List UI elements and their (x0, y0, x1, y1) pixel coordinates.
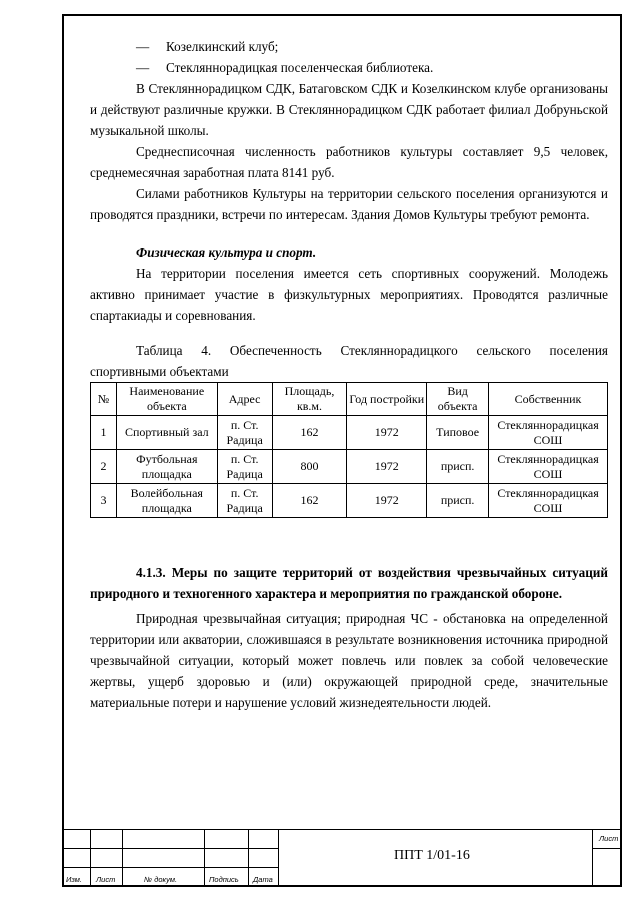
table-header-cell: Год постройки (347, 383, 427, 416)
stamp-label-doc-number: № докум. (144, 875, 178, 884)
table-cell: 800 (272, 450, 347, 484)
table-cell: 2 (91, 450, 117, 484)
paragraph-clubs: В Стекляннорадицком СДК, Батаговском СДК и Козелкинском клубе организованы и действуют различные кружки. В Стекляннорадицком СДК работает филиал Добруньской музыкальной школы. (90, 81, 608, 138)
sport-heading: Физическая культура и спорт. (136, 245, 317, 260)
title-block (62, 829, 622, 887)
stamp-line (62, 848, 278, 849)
table-row (91, 484, 608, 518)
list-item (90, 57, 608, 78)
table-cell: Типовое (427, 416, 489, 450)
stamp-label-sheet-number: Лист (599, 834, 619, 843)
table-cell: 1972 (347, 450, 427, 484)
paragraph-staff: Среднесписочная численность работников культуры составляет 9,5 человек, среднемесячная заработная плата 8141 руб. (90, 144, 608, 180)
table-cell: п. Ст. Радица (217, 416, 272, 450)
stamp-label-sheet: Лист (96, 875, 116, 884)
table-header-cell: Адрес (217, 383, 272, 416)
stamp-line (122, 829, 123, 887)
paragraph-sport: На территории поселения имеется сеть спортивных сооружений. Молодежь активно принимает участие в физкультурных мероприятиях. Проводятся различные спартакиады и соревнования. (90, 266, 608, 323)
table-header-cell: Наименование объекта (116, 383, 217, 416)
list-item-text: Козелкинский клуб; (166, 39, 279, 54)
table-cell: 3 (91, 484, 117, 518)
table-cell: 162 (272, 416, 347, 450)
table-header-cell: Вид объекта (427, 383, 489, 416)
stamp-line (248, 829, 249, 887)
table-cell: присп. (427, 450, 489, 484)
table-cell: Стекляннорадицкая СОШ (489, 484, 608, 518)
table-cell: 1972 (347, 484, 427, 518)
section-title: 4.1.3. Меры по защите территорий от воздействия чрезвычайных ситуаций природного и техногенного характера и мероприятия по гражданской обороне. (90, 565, 608, 601)
list-item (90, 36, 608, 57)
table-cell: 162 (272, 484, 347, 518)
document-body (90, 36, 608, 713)
list-item-text: Стекляннорадицкая поселенческая библиотека. (166, 60, 434, 75)
table-cell: присп. (427, 484, 489, 518)
table-header-cell: Площадь, кв.м. (272, 383, 347, 416)
table-cell: Стекляннорадицкая СОШ (489, 450, 608, 484)
stamp-line (62, 829, 622, 830)
paragraph-emergency: Природная чрезвычайная ситуация; природная ЧС - обстановка на определенной территории или акватории, сложившаяся в результате возникновения источника природной чрезвычайной ситуации, который может повлечь или повлек за собой человеческие жертвы, ущерб здоровью и (или) окружающей природной среде, значительные материальные потери и нарушение условий жизнедеятельности людей. (90, 611, 608, 710)
list-dash: — (136, 39, 150, 54)
stamp-line (204, 829, 205, 887)
table-caption: Таблица 4. Обеспеченность Стекляннорадицкого сельского поселения спортивными объектами (90, 343, 608, 379)
stamp-line (278, 829, 279, 887)
table-cell: 1 (91, 416, 117, 450)
table-row (91, 416, 608, 450)
table-cell: Волейбольная площадка (116, 484, 217, 518)
list-dash: — (136, 60, 150, 75)
table-cell: п. Ст. Радица (217, 484, 272, 518)
table-cell: Стекляннорадицкая СОШ (489, 416, 608, 450)
stamp-label-date: Дата (253, 875, 273, 884)
table-header-cell: Собственник (489, 383, 608, 416)
sports-facilities-table (90, 382, 608, 518)
table-header-row (91, 383, 608, 416)
table-cell: п. Ст. Радица (217, 450, 272, 484)
document-number: ППТ 1/01-16 (394, 848, 470, 863)
stamp-line (592, 848, 622, 849)
stamp-line (62, 867, 278, 868)
table-cell: 1972 (347, 416, 427, 450)
table-cell: Спортивный зал (116, 416, 217, 450)
table-header-cell: № (91, 383, 117, 416)
stamp-label-signature: Подпись (209, 875, 239, 884)
table-cell: Футбольная площадка (116, 450, 217, 484)
stamp-line (592, 829, 593, 887)
paragraph-events: Силами работников Культуры на территории сельского поселения организуются и проводятся праздники, встречи по интересам. Здания Домов Культуры требуют ремонта. (90, 186, 608, 222)
stamp-label-change: Изм. (66, 875, 82, 884)
stamp-line (90, 829, 91, 887)
table-row (91, 450, 608, 484)
